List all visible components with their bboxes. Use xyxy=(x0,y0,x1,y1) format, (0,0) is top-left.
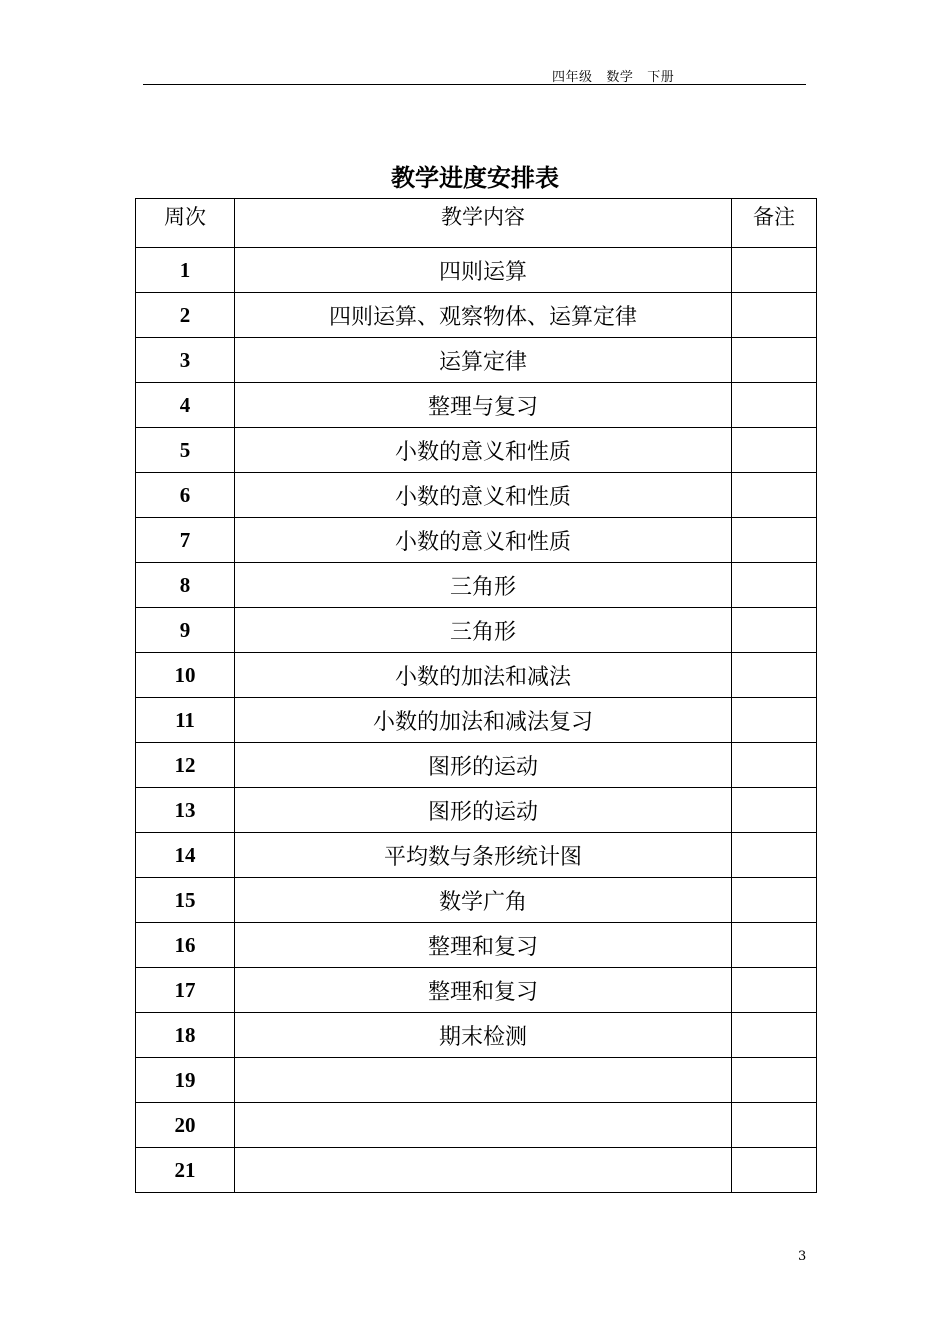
table-row xyxy=(136,923,817,968)
content-cell: 平均数与条形统计图 xyxy=(235,833,732,878)
note-cell xyxy=(732,1148,817,1193)
table-row xyxy=(136,878,817,923)
week-cell: 15 xyxy=(136,878,235,923)
table-row xyxy=(136,788,817,833)
table-row xyxy=(136,338,817,383)
note-cell xyxy=(732,968,817,1013)
content-cell: 整理和复习 xyxy=(235,968,732,1013)
week-cell: 7 xyxy=(136,518,235,563)
note-cell xyxy=(732,473,817,518)
table-header-row xyxy=(136,199,817,248)
table-row xyxy=(136,293,817,338)
week-cell: 11 xyxy=(136,698,235,743)
schedule-table xyxy=(135,198,817,1193)
note-cell xyxy=(732,698,817,743)
content-cell: 运算定律 xyxy=(235,338,732,383)
page-number: 3 xyxy=(798,1249,807,1264)
table-row xyxy=(136,608,817,653)
table-row xyxy=(136,1148,817,1193)
content-cell: 期末检测 xyxy=(235,1013,732,1058)
table-row xyxy=(136,698,817,743)
content-cell: 数学广角 xyxy=(235,878,732,923)
table-row xyxy=(136,428,817,473)
note-cell xyxy=(732,743,817,788)
content-cell: 整理与复习 xyxy=(235,383,732,428)
note-cell xyxy=(732,1103,817,1148)
week-cell: 13 xyxy=(136,788,235,833)
note-cell xyxy=(732,338,817,383)
table-row xyxy=(136,473,817,518)
page-title: 教学进度安排表 xyxy=(391,164,559,192)
content-cell: 小数的加法和减法 xyxy=(235,653,732,698)
week-cell: 12 xyxy=(136,743,235,788)
week-cell: 14 xyxy=(136,833,235,878)
content-cell xyxy=(235,1058,732,1103)
column-header-notes: 备注 xyxy=(732,199,817,248)
table-row xyxy=(136,383,817,428)
note-cell xyxy=(732,428,817,473)
note-cell xyxy=(732,833,817,878)
week-cell: 9 xyxy=(136,608,235,653)
content-cell: 小数的意义和性质 xyxy=(235,473,732,518)
week-cell: 10 xyxy=(136,653,235,698)
note-cell xyxy=(732,1058,817,1103)
content-cell: 小数的加法和减法复习 xyxy=(235,698,732,743)
week-cell: 5 xyxy=(136,428,235,473)
content-cell: 三角形 xyxy=(235,563,732,608)
table-row xyxy=(136,833,817,878)
note-cell xyxy=(732,248,817,293)
table-row xyxy=(136,968,817,1013)
page-header: 四年级 数学 下册 xyxy=(552,70,675,85)
week-cell: 16 xyxy=(136,923,235,968)
table-row xyxy=(136,1103,817,1148)
content-cell: 四则运算、观察物体、运算定律 xyxy=(235,293,732,338)
week-cell: 20 xyxy=(136,1103,235,1148)
content-cell xyxy=(235,1103,732,1148)
table-row xyxy=(136,653,817,698)
content-cell: 四则运算 xyxy=(235,248,732,293)
week-cell: 1 xyxy=(136,248,235,293)
content-cell: 小数的意义和性质 xyxy=(235,428,732,473)
week-cell: 8 xyxy=(136,563,235,608)
note-cell xyxy=(732,518,817,563)
table-row xyxy=(136,563,817,608)
note-cell xyxy=(732,923,817,968)
table-row xyxy=(136,518,817,563)
note-cell xyxy=(732,878,817,923)
week-cell: 17 xyxy=(136,968,235,1013)
note-cell xyxy=(732,1013,817,1058)
content-cell: 三角形 xyxy=(235,608,732,653)
column-header-week: 周次 xyxy=(136,199,235,248)
week-cell: 2 xyxy=(136,293,235,338)
content-cell: 小数的意义和性质 xyxy=(235,518,732,563)
table-row xyxy=(136,743,817,788)
content-cell: 图形的运动 xyxy=(235,788,732,833)
table-row xyxy=(136,1058,817,1103)
note-cell xyxy=(732,788,817,833)
note-cell xyxy=(732,608,817,653)
header-rule xyxy=(143,84,806,85)
week-cell: 6 xyxy=(136,473,235,518)
table-row xyxy=(136,248,817,293)
content-cell xyxy=(235,1148,732,1193)
note-cell xyxy=(732,653,817,698)
week-cell: 3 xyxy=(136,338,235,383)
week-cell: 19 xyxy=(136,1058,235,1103)
week-cell: 21 xyxy=(136,1148,235,1193)
note-cell xyxy=(732,383,817,428)
note-cell xyxy=(732,563,817,608)
table-row xyxy=(136,1013,817,1058)
content-cell: 图形的运动 xyxy=(235,743,732,788)
content-cell: 整理和复习 xyxy=(235,923,732,968)
column-header-content: 教学内容 xyxy=(235,199,732,248)
note-cell xyxy=(732,293,817,338)
week-cell: 18 xyxy=(136,1013,235,1058)
week-cell: 4 xyxy=(136,383,235,428)
